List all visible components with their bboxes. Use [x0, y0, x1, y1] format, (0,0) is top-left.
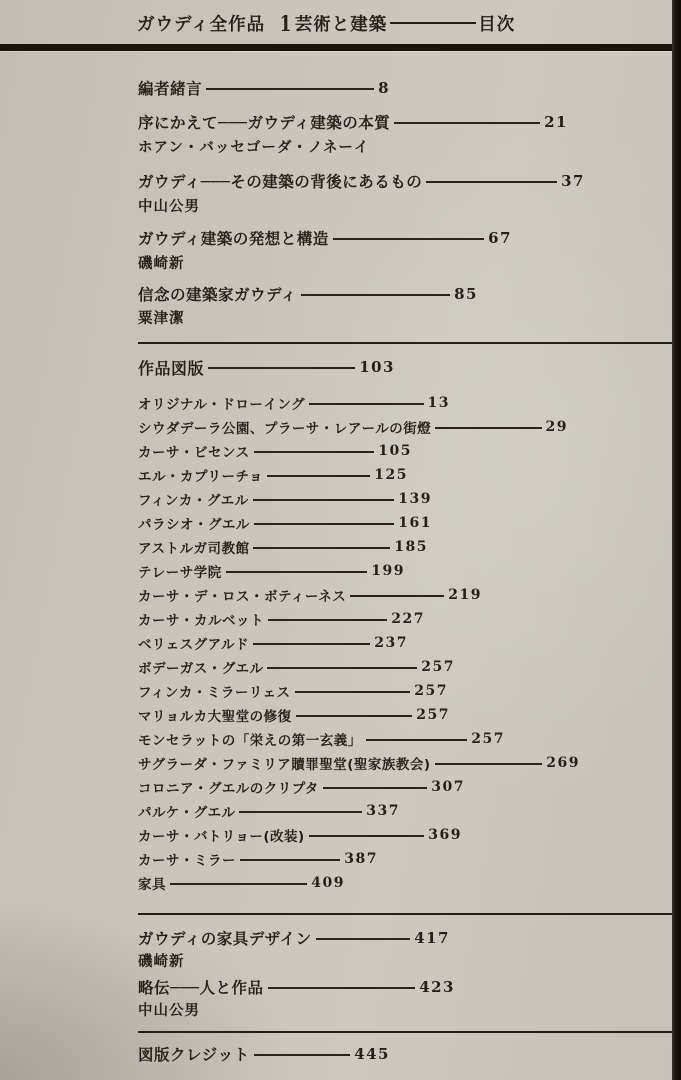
toc-entry-page: 13 [427, 395, 450, 411]
toc-entry-label: カーサ・ミラー [138, 853, 236, 869]
leader-line [394, 122, 540, 124]
leader-line [170, 883, 307, 885]
toc-entry-page: 269 [546, 755, 580, 771]
series-title: ガウディ全作品 [137, 14, 266, 35]
toc-entry-page: 417 [414, 929, 450, 947]
toc-entry-page: 103 [359, 358, 395, 376]
toc-entry-page: 387 [344, 851, 378, 867]
toc-entry-label: パラシオ・グエル [138, 517, 250, 533]
toc-entry [138, 511, 432, 535]
toc-entry-label: コロニア・グエルのクリプタ [138, 781, 319, 797]
toc-entry-page: 445 [354, 1045, 390, 1063]
toc-entry [138, 535, 428, 559]
toc-entry-page: 139 [398, 491, 432, 507]
toc-entry-label: テレーサ学院 [138, 565, 222, 581]
toc-entry [138, 703, 450, 727]
toc-entry-page: 237 [374, 635, 408, 651]
toc-entry [138, 77, 390, 99]
toc-entry [138, 439, 412, 463]
toc-entry-page: 199 [371, 563, 405, 579]
toc-content [138, 66, 681, 1065]
toc-entry-label: ガウディの家具デザイン [138, 930, 312, 948]
toc-entry [138, 751, 580, 775]
toc-entry-page: 227 [391, 611, 425, 627]
toc-entry-label: エル・カプリーチョ [138, 469, 264, 485]
toc-entry-page: 257 [471, 731, 505, 747]
toc-entry [138, 391, 450, 415]
leader-line [350, 595, 444, 597]
toc-entry-author: 磯崎新 [138, 953, 185, 970]
volume-number: 1 [279, 10, 293, 36]
toc-entry [138, 111, 568, 133]
toc-entry-author: ホアン・バッセゴーダ・ノネーイ [138, 139, 370, 156]
leader-line [366, 739, 468, 741]
toc-entry [138, 655, 455, 679]
toc-entry-author: 中山公男 [138, 1002, 200, 1019]
toc-entry-author: 粟津潔 [138, 310, 185, 327]
toc-entry-label: シウダデーラ公園、プラーサ・レアールの街燈 [138, 421, 432, 437]
toc-entry-page: 257 [416, 707, 450, 723]
toc-entry-page: 85 [454, 285, 478, 303]
toc-entry [138, 463, 408, 487]
toc-entry [138, 799, 400, 823]
toc-entry-page: 105 [378, 443, 412, 459]
toc-entry-label: カーサ・デ・ロス・ボティーネス [138, 589, 347, 605]
leader-line [254, 1054, 351, 1056]
leader-line [323, 787, 427, 789]
toc-entry-page: 337 [366, 803, 400, 819]
toc-entry-page: 37 [561, 172, 585, 190]
toc-entry-author: 中山公男 [138, 198, 200, 215]
toc-entry-page: 423 [419, 978, 455, 996]
toc-entry-label: 略伝───人と作品 [138, 979, 264, 997]
leader-line [208, 367, 355, 369]
toc-entry-page: 21 [544, 113, 568, 131]
leader-line [309, 835, 425, 837]
leader-line [296, 715, 413, 717]
toc-entry-page: 125 [374, 467, 408, 483]
leader-line [295, 691, 411, 693]
toc-entry [138, 283, 478, 305]
leader-line [253, 643, 370, 645]
leader-line [316, 938, 411, 940]
leader-line [253, 499, 395, 501]
toc-entry [138, 871, 345, 895]
toc-entry-label: サグラーダ・ファミリア贖罪聖堂(聖家族教会) [138, 757, 431, 773]
toc-entry-label: カーサ・カルベット [138, 613, 264, 629]
header-rule [0, 44, 681, 51]
toc-entry-label: フィンカ・グエル [138, 493, 249, 509]
leader-line [268, 987, 416, 989]
leader-line [253, 547, 390, 549]
toc-entry-label: 図版クレジット [138, 1046, 250, 1064]
toc-entry-label: 序にかえて───ガウディ建築の本質 [138, 114, 391, 132]
leader-line [267, 667, 417, 669]
toc-entry-label: 編者緒言 [138, 80, 203, 98]
toc-entry-label: 作品図版 [138, 358, 205, 378]
toc-entry-page: 409 [311, 875, 345, 891]
leader-line [333, 238, 484, 240]
toc-entry-label: ガウディ───その建築の背後にあるもの [138, 173, 423, 191]
toc-entry [138, 227, 512, 249]
toc-entry-label: モンセラットの「栄えの第一玄義」 [138, 733, 362, 749]
leader-line [301, 294, 450, 296]
leader-line [206, 88, 374, 90]
toc-entry [138, 976, 455, 998]
toc-entry [138, 679, 448, 703]
toc-entry-page: 307 [431, 779, 465, 795]
section-divider [138, 342, 672, 344]
toc-entry-label: 家具 [138, 877, 166, 893]
toc-entry-label: ガウディ建築の発想と構造 [138, 230, 329, 248]
toc-entry [138, 559, 405, 583]
section-divider [138, 1031, 672, 1033]
toc-entry [138, 170, 585, 192]
section-plates [138, 356, 681, 895]
leader-line [240, 859, 340, 861]
section-divider [138, 913, 672, 915]
toc-entry-page: 369 [428, 827, 462, 843]
toc-entry [138, 823, 462, 847]
toc-entry-page: 161 [398, 515, 432, 531]
toc-entry-label: ボデーガス・グエル [138, 661, 264, 677]
toc-entry [138, 583, 482, 607]
toc-entry-page: 67 [488, 229, 512, 247]
section-credits [138, 1043, 681, 1065]
leader-line [426, 181, 557, 183]
leader-line [254, 451, 375, 453]
toc-entry-label: カーサ・バトリョー(改装) [138, 829, 305, 845]
leader-line [226, 571, 368, 573]
leader-line [268, 619, 387, 621]
toc-entry-label: オリジナル・ドローイング [138, 397, 306, 413]
volume-title: 芸術と建築 [294, 14, 388, 35]
toc-entry [138, 927, 450, 949]
leader-line [254, 523, 395, 525]
toc-entry-label: アストルガ司教館 [138, 541, 250, 557]
toc-title: 目次 [478, 14, 516, 35]
section-appendix [138, 927, 681, 1020]
toc-entry-page: 29 [545, 419, 568, 435]
toc-entry-author: 磯崎新 [138, 255, 185, 272]
toc-entry-label: マリョルカ大聖堂の修復 [138, 709, 292, 725]
toc-entry [138, 727, 505, 751]
page-edge-shadow [672, 0, 681, 1080]
toc-entry [138, 487, 432, 511]
toc-entry-page: 257 [414, 683, 448, 699]
header-leader-line [390, 22, 476, 24]
page-header [137, 9, 515, 37]
toc-entry [138, 415, 568, 439]
leader-line [309, 403, 423, 405]
leader-line [267, 475, 370, 477]
toc-section-heading [138, 356, 395, 378]
toc-entry-page: 8 [378, 79, 390, 97]
leader-line [435, 763, 543, 765]
leader-line [239, 811, 362, 813]
leader-line [435, 427, 541, 429]
toc-entry-label: ベリェスグアルド [138, 637, 250, 653]
toc-entry [138, 631, 408, 655]
toc-entry [138, 607, 425, 631]
toc-entry-label: フィンカ・ミラーリェス [138, 685, 291, 701]
toc-entry-label: カーサ・ビセンス [138, 445, 250, 461]
toc-entry [138, 1043, 390, 1065]
toc-entry [138, 847, 378, 871]
toc-entry-label: 信念の建築家ガウディ [138, 286, 297, 304]
toc-entry-page: 257 [421, 659, 455, 675]
toc-entry-page: 185 [394, 539, 428, 555]
toc-entry [138, 775, 465, 799]
toc-entry-page: 219 [448, 587, 482, 603]
toc-entry-label: パルケ・グエル [138, 805, 236, 821]
section-essays [138, 77, 681, 328]
